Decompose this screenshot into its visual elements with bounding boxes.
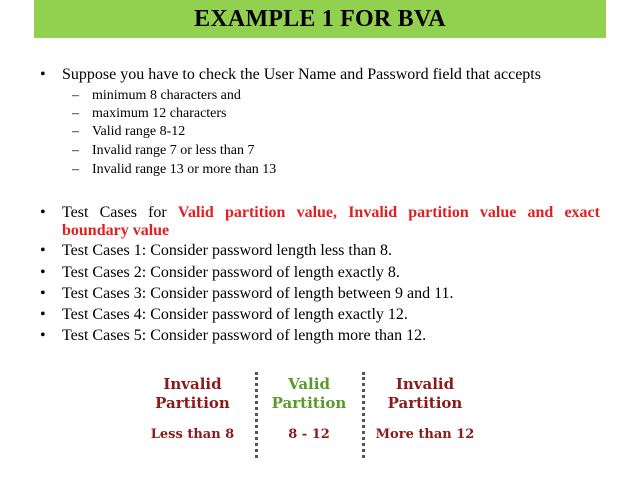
sub-item: minimum 8 characters and [92, 88, 241, 103]
bullet-marker: • [40, 285, 46, 302]
sub-item: Invalid range 13 or more than 13 [92, 162, 277, 177]
test-case: Test Cases 4: Consider password of length exactly 12. [62, 306, 408, 323]
bullet-marker: • [40, 204, 46, 221]
dash-marker: – [72, 143, 79, 158]
partition-range: 8 - 12 [288, 427, 330, 442]
dash-marker: – [72, 124, 79, 139]
partition-label: Partition [387, 394, 463, 412]
partition-label: Invalid [163, 375, 222, 393]
test-case: Test Cases 3: Consider password of length between 9 and 11. [62, 285, 454, 302]
bullet-marker: • [40, 327, 46, 344]
sub-item: Valid range 8-12 [92, 124, 186, 139]
test-cases-intro-line2 [62, 222, 600, 240]
bullet-marker: • [40, 242, 46, 259]
partition-invalid-low [140, 375, 245, 443]
bullet-marker: • [40, 306, 46, 323]
sub-item: maximum 12 characters [92, 106, 227, 121]
partition-label: Invalid [395, 375, 455, 393]
sub-item: Invalid range 7 or less than 7 [92, 143, 255, 158]
partition-label: Partition [271, 394, 347, 412]
test-cases-prefix: Test Cases for [62, 204, 167, 221]
partition-range: Less than 8 [150, 427, 235, 442]
partition-invalid-high [365, 375, 485, 443]
partition-range: More than 12 [375, 427, 475, 442]
test-cases-highlight: Valid partition value, Invalid partition value and exact [177, 204, 600, 221]
test-case: Test Cases 1: Consider password length less than 8. [62, 242, 392, 259]
partition-divider [255, 372, 258, 458]
bullet-marker: • [40, 264, 46, 281]
partition-label: Partition [155, 394, 230, 412]
test-case: Test Cases 2: Consider password of length exactly 8. [62, 264, 400, 281]
partition-label: Valid [288, 375, 330, 393]
bullet-marker: • [40, 66, 46, 83]
intro-text: Suppose you have to check the User Name and Password field that accepts [62, 66, 541, 83]
partition-valid [260, 375, 358, 443]
dash-marker: – [72, 106, 79, 121]
dash-marker: – [72, 88, 79, 103]
dash-marker: – [72, 162, 79, 177]
slide-title: EXAMPLE 1 FOR BVA [194, 5, 446, 32]
test-cases-intro-line1 [62, 204, 600, 222]
partition-diagram [140, 370, 490, 460]
test-case: Test Cases 5: Consider password of length more than 12. [62, 327, 427, 344]
test-cases-highlight-cont: boundary value [62, 222, 170, 239]
title-bar [34, 0, 606, 38]
